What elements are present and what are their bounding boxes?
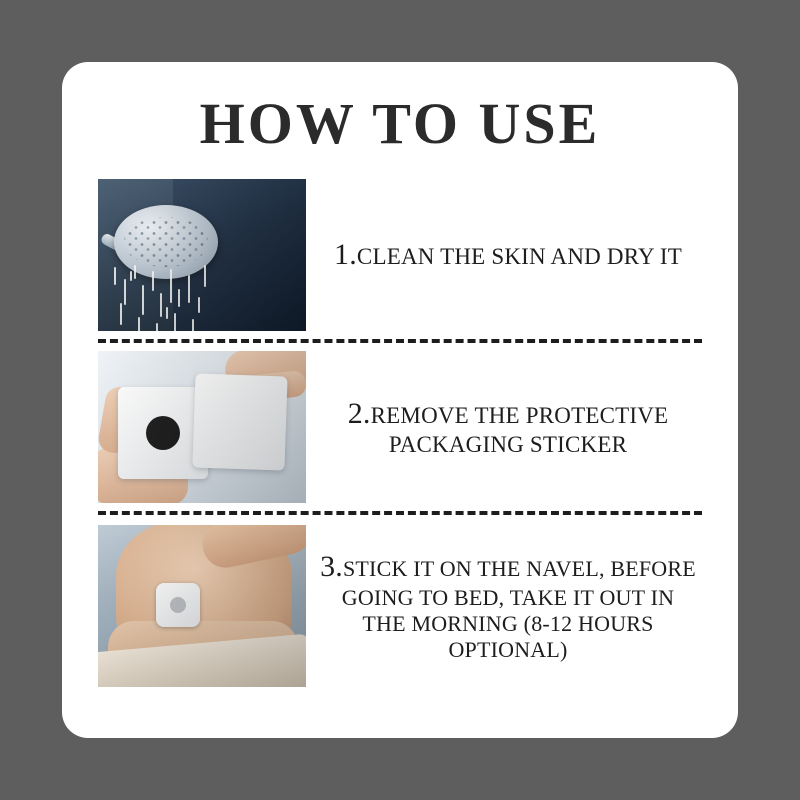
- step-number: 1.: [334, 238, 357, 272]
- protective-sticker: [192, 373, 287, 470]
- shower-head-photo: [98, 179, 306, 331]
- step-number: 3.: [320, 550, 343, 584]
- step-text: [306, 237, 700, 272]
- step-description: REMOVE THE PROTECTIVE PACKAGING STICKER: [370, 402, 669, 458]
- water-spray: [108, 263, 306, 331]
- patch-on-navel-photo: [98, 525, 306, 687]
- black-dot: [146, 416, 180, 450]
- step-text: [306, 396, 700, 459]
- step-item: [62, 177, 738, 333]
- step-description: CLEAN THE SKIN AND DRY IT: [356, 244, 682, 270]
- step-text: [306, 549, 700, 662]
- instruction-card: [62, 62, 738, 738]
- page-title: HOW TO USE: [199, 91, 601, 156]
- divider-1: [98, 339, 702, 343]
- divider-2: [98, 511, 702, 515]
- step-number: 2.: [347, 396, 371, 430]
- navel-patch: [156, 583, 200, 627]
- step-item: [62, 349, 738, 505]
- step-item: [62, 521, 738, 691]
- steps-list: [62, 177, 738, 691]
- step-description: STICK IT ON THE NAVEL, BEFORE GOING TO BED, TAKE IT OUT IN THE MORNING (8-12 HOURS OPTIONAL): [341, 556, 696, 662]
- patch-in-hand-photo: [98, 351, 306, 503]
